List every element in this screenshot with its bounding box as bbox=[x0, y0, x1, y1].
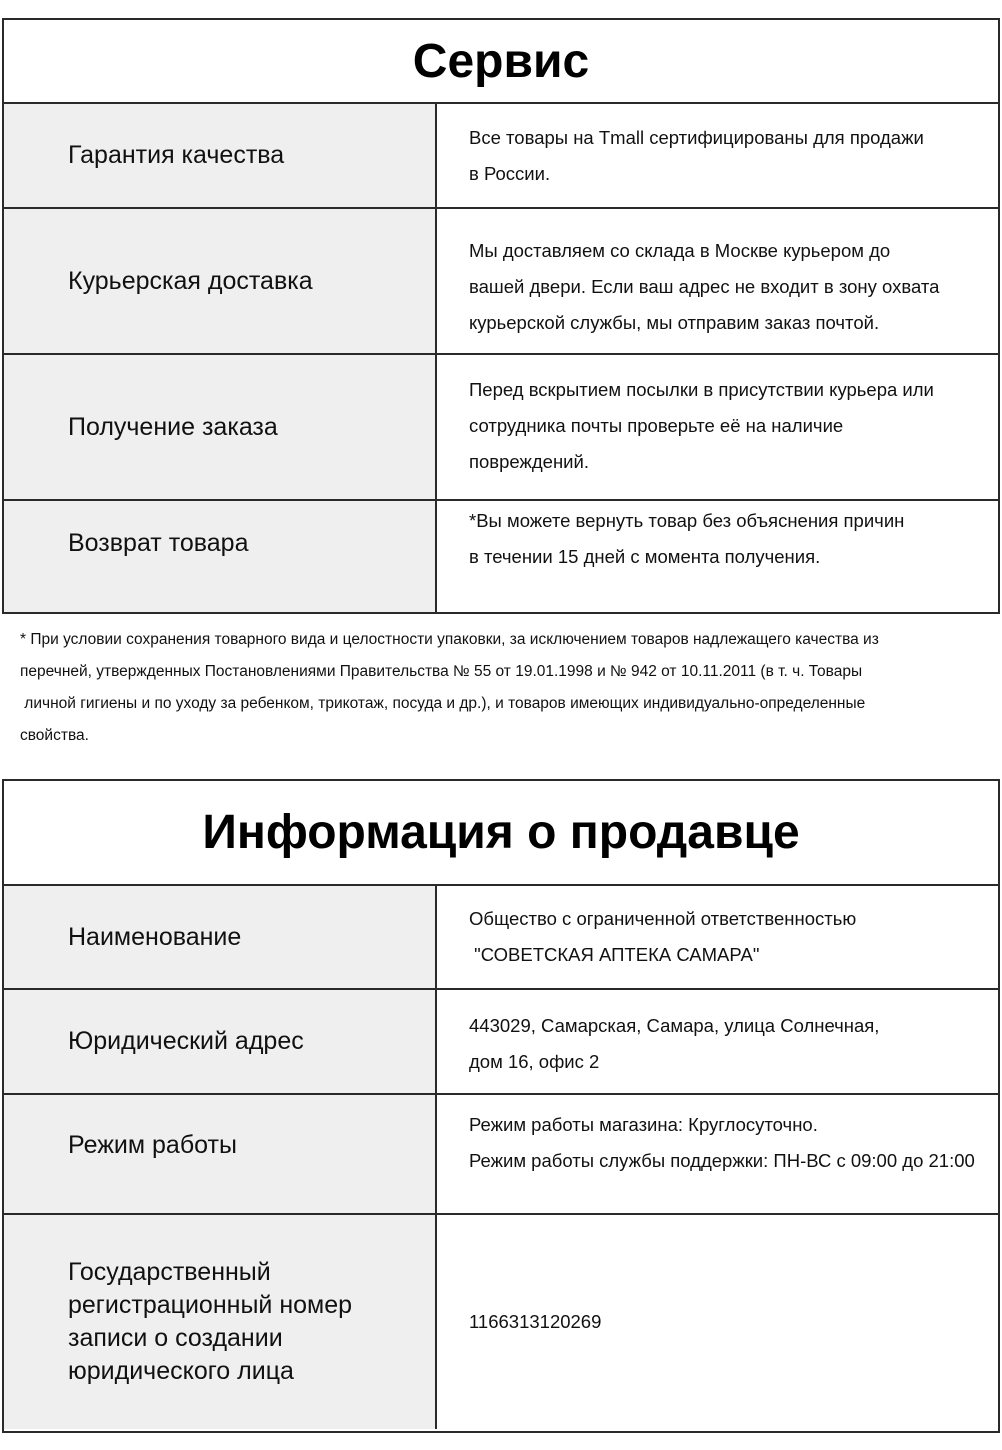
row-value bbox=[437, 355, 998, 499]
value-line: Все товары на Tmall сертифицированы для продажи bbox=[469, 127, 924, 148]
row-label: Гарантия качества bbox=[4, 104, 437, 207]
seller-row-address bbox=[4, 990, 998, 1095]
row-value bbox=[437, 886, 998, 988]
label-line: Государственный bbox=[68, 1258, 271, 1286]
row-value bbox=[437, 501, 998, 612]
row-label: Курьерская доставка bbox=[4, 209, 437, 353]
value-line: вашей двери. Если ваш адрес не входит в зону охвата bbox=[469, 276, 940, 297]
service-table bbox=[2, 18, 1000, 614]
value-line: сотрудника почты проверьте её на наличие bbox=[469, 415, 844, 436]
row-value bbox=[437, 1095, 998, 1213]
footnote-line: перечней, утвержденных Постановлениями Правительства № 55 от 19.01.1998 и № 942 от 10.11.2011 (в т. ч. Товары bbox=[20, 663, 863, 680]
row-label bbox=[4, 1215, 437, 1429]
row-label: Получение заказа bbox=[4, 355, 437, 499]
service-row-courier bbox=[4, 209, 998, 355]
row-label: Возврат товара bbox=[4, 501, 437, 612]
value-line: в России. bbox=[469, 163, 551, 184]
row-label: Режим работы bbox=[4, 1095, 437, 1213]
seller-row-name bbox=[4, 886, 998, 990]
row-value bbox=[437, 990, 998, 1093]
value-line: 443029, Самарская, Самара, улица Солнечная, bbox=[469, 1015, 880, 1036]
footnote bbox=[20, 624, 990, 752]
value-line: Режим работы магазина: Круглосуточно. bbox=[469, 1114, 818, 1135]
row-value bbox=[437, 104, 998, 207]
label-line: записи о создании bbox=[68, 1324, 283, 1352]
row-value bbox=[437, 209, 998, 353]
footnote-line: свойства. bbox=[20, 727, 89, 744]
value-line: в течении 15 дней с момента получения. bbox=[469, 546, 821, 567]
seller-row-registration bbox=[4, 1215, 998, 1429]
value-line: дом 16, офис 2 bbox=[469, 1051, 600, 1072]
seller-title: Информация о продавце bbox=[4, 781, 998, 886]
registration-number: 1166313120269 bbox=[469, 1311, 602, 1332]
service-title: Сервис bbox=[4, 20, 998, 104]
value-line: Режим работы службы поддержки: ПН-ВС с 09:00 до 21:00 bbox=[469, 1150, 975, 1171]
value-line: Перед вскрытием посылки в присутствии курьера или bbox=[469, 379, 934, 400]
row-value bbox=[437, 1215, 998, 1429]
row-label: Наименование bbox=[4, 886, 437, 988]
service-row-receipt bbox=[4, 355, 998, 501]
service-row-return bbox=[4, 501, 998, 612]
label-line: регистрационный номер bbox=[68, 1291, 353, 1319]
row-label: Юридический адрес bbox=[4, 990, 437, 1093]
value-line: "СОВЕТСКАЯ АПТЕКА САМАРА" bbox=[469, 944, 760, 965]
footnote-line: * При условии сохранения товарного вида и целостности упаковки, за исключением товаров надлежащего качества из bbox=[20, 631, 879, 648]
value-line: курьерской службы, мы отправим заказ почтой. bbox=[469, 312, 880, 333]
value-line: повреждений. bbox=[469, 451, 589, 472]
footnote-line: личной гигиены и по уходу за ребенком, трикотаж, посуда и др.), и товаров имеющих индивидуально-определенные bbox=[20, 695, 866, 712]
label-line: юридического лица bbox=[68, 1357, 294, 1385]
seller-table bbox=[2, 779, 1000, 1433]
value-line: Общество с ограниченной ответственностью bbox=[469, 908, 857, 929]
value-line: *Вы можете вернуть товар без объяснения причин bbox=[469, 510, 905, 531]
seller-row-hours bbox=[4, 1095, 998, 1215]
service-row-quality bbox=[4, 104, 998, 209]
value-line: Мы доставляем со склада в Москве курьером до bbox=[469, 240, 891, 261]
